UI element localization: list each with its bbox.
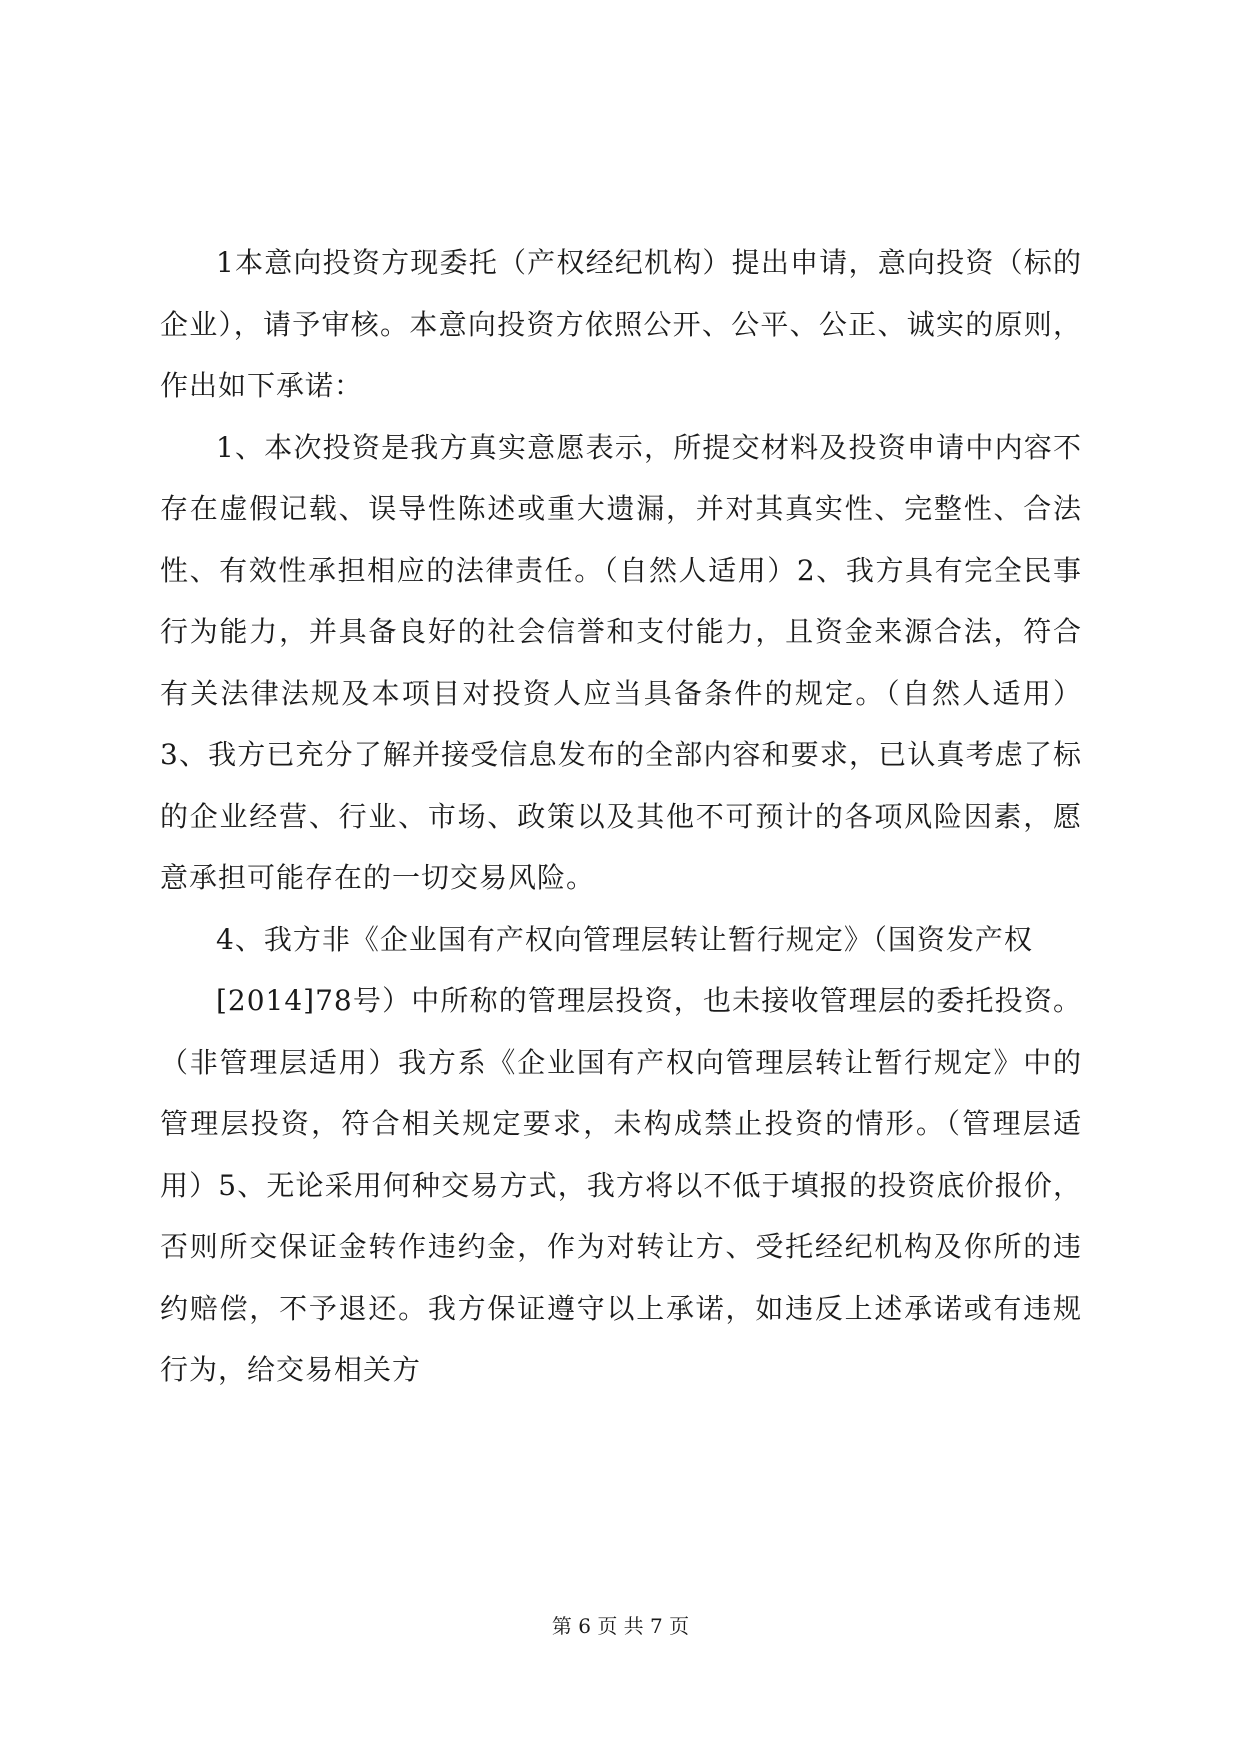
paragraph-commitment-4-5-continued: [2014]78号）中所称的管理层投资，也未接收管理层的委托投资。（非管理层适用）我方系《企业国有产权向管理层转让暂行规定》中的管理层投资，符合相关规定要求，未构成禁止投资的情形。（管理层适用）5、无论采用何种交易方式，我方将以不低于填报的投资底价报价，否则所交保证金转作违约金，作为对转让方、受托经纪机构及你所的违约赔偿，不予退还。我方保证遵守以上承诺，如违反上述承诺或有违规行为，给交易相关方: [160, 984, 1082, 1386]
document-body: [160, 232, 1082, 1401]
page-number-footer: 第 6 页 共 7 页: [551, 1614, 690, 1638]
paragraph-commitments-1-3: 1、本次投资是我方真实意愿表示，所提交材料及投资申请中内容不存在虚假记载、误导性陈述或重大遗漏，并对其真实性、完整性、合法性、有效性承担相应的法律责任。（自然人适用）2、我方具有完全民事行为能力，并具备良好的社会信誉和支付能力，且资金来源合法，符合有关法律法规及本项目对投资人应当具备条件的规定。（自然人适用）3、我方已充分了解并接受信息发布的全部内容和要求，已认真考虑了标的企业经营、行业、市场、政策以及其他不可预计的各项风险因素，愿意承担可能存在的一切交易风险。: [160, 430, 1082, 894]
paragraph-application-intro: 1本意向投资方现委托（产权经纪机构）提出申请，意向投资（标的企业），请予审核。本意向投资方依照公开、公平、公正、诚实的原则，作出如下承诺：: [160, 246, 1082, 402]
paragraph-commitment-4: 4、我方非《企业国有产权向管理层转让暂行规定》（国资发产权: [216, 922, 1033, 956]
